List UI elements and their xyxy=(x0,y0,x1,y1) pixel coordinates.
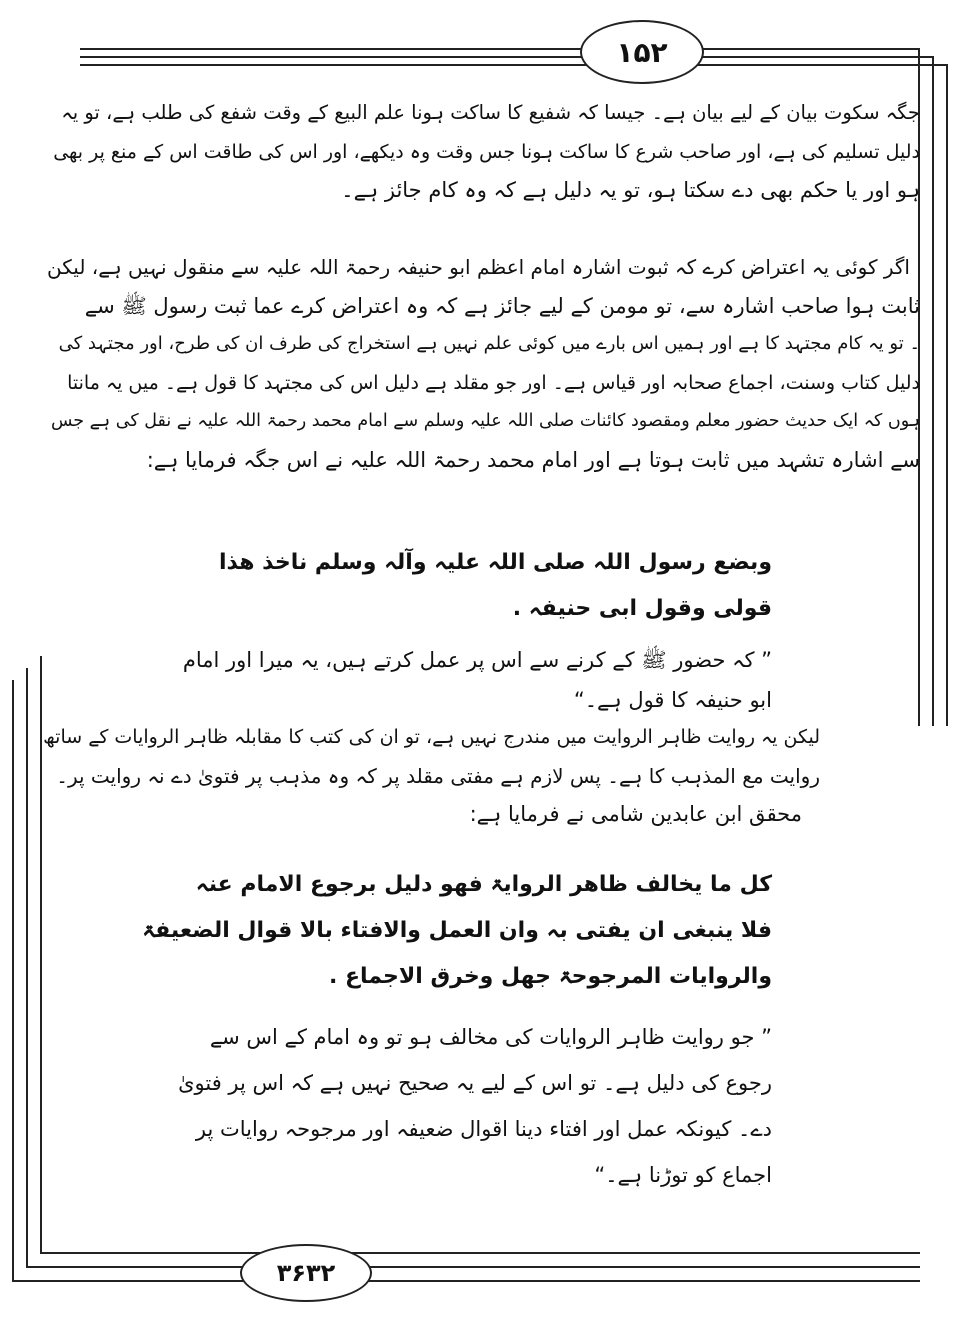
text-line: دلیل تسلیم کی ہے، اور صاحب شرع کا ساکت ہونا جس وقت وہ دیکھے، اور اس کی طاقت اس کے منع پر بھی xyxy=(53,140,920,163)
arabic-quote-2 xyxy=(112,862,772,1000)
frame-bottom-line-1 xyxy=(40,1252,920,1254)
paragraph-3 xyxy=(40,718,820,834)
frame-bottom-line-2 xyxy=(26,1266,920,1268)
frame-top-line-1 xyxy=(80,48,920,50)
text-line: روایت مع المذہب کا ہے۔ پس لازم ہے مفتی مقلد پر کہ وہ مذہب پر فتویٰ دے نہ روایت پر۔ xyxy=(56,763,820,788)
text-line: ۔ تو یہ کام مجتہد کا ہے اور ہمیں اس بارے میں کوئی علم نہیں ہے استخراج کی طرف ان کی طرح، اور مجتہد کی xyxy=(58,333,920,354)
frame-left-line-2 xyxy=(26,668,28,1268)
text-line: سے اشارہ تشہد میں ثابت ہوتا ہے اور امام محمد رحمۃ اللہ علیہ نے اس جگہ فرمایا ہے: xyxy=(146,447,920,472)
text-line: ہوں کہ ایک حدیث حضور معلم ومقصود کائنات صلی اللہ علیہ وسلم سے امام محمد رحمۃ اللہ علیہ نے نقل کی ہے جس xyxy=(50,411,920,431)
paragraph-1 xyxy=(50,94,920,210)
arabic-line: والروایات المرجوحۃ جھل وخرق الاجماع . xyxy=(328,964,772,989)
text-line: ثابت ہوا صاحب اشارہ سے، تو مومن کے لیے جائز ہے کہ وہ اعتراض کرے عما ثبت رسول ﷺ سے xyxy=(84,293,920,318)
frame-right-line-3 xyxy=(946,64,948,726)
text-line: لیکن یہ روایت ظاہر الروایت میں مندرج نہیں ہے، تو ان کی کتب کا مقابلہ ظاہر الروایات کے ساتھ xyxy=(43,726,820,748)
frame-right-line-2 xyxy=(932,56,934,726)
frame-left-line-1 xyxy=(12,680,14,1282)
text-line: ” کہ حضور ﷺ کے کرنے سے اس پر عمل کرتے ہیں، یہ میرا اور امام xyxy=(182,648,772,672)
text-line: دے۔ کیونکہ عمل اور افتاء دینا اقوال ضعیفہ اور مرجوحہ روایات پر xyxy=(195,1117,772,1141)
text-line: رجوع کی دلیل ہے۔ تو اس کے لیے یہ صحیح نہیں ہے کہ اس پر فتویٰ xyxy=(178,1071,772,1095)
page-number-top: ۱۵۲ xyxy=(580,20,704,84)
text-line: دلیل کتاب وسنت، اجماع صحابہ اور قیاس ہے۔ اور جو مقلد ہے دلیل اس کی مجتہد کا قول ہے۔ میں یہ مانتا xyxy=(67,371,920,394)
translation-1 xyxy=(132,640,772,720)
text-line: ابو حنیفہ کا قول ہے۔“ xyxy=(573,688,772,712)
arabic-line: قولی وقول ابی حنیفہ . xyxy=(512,596,772,621)
arabic-line: وبضع رسول اللہ صلی اللہ علیہ وآلہ وسلم ناخذ ھذا xyxy=(219,550,772,575)
text-line: محقق ابن عابدین شامی نے فرمایا ہے: xyxy=(469,802,802,826)
text-line: ” جو روایت ظاہر الروایات کی مخالف ہو تو وہ امام کے اس سے xyxy=(209,1025,772,1049)
text-line: ہو اور یا حکم بھی دے سکتا ہو، تو یہ دلیل ہے کہ وہ کام جائز ہے۔ xyxy=(341,178,920,202)
arabic-line: فلا ینبغی ان یفتی بہ وان العمل والافتاء بالا قوال الضعیفۃ xyxy=(142,918,772,943)
arabic-line: کل ما یخالف ظاھر الروایۃ فھو دلیل برجوع الامام عنہ xyxy=(195,872,772,897)
arabic-quote-1 xyxy=(132,540,772,632)
text-line: اگر کوئی یہ اعتراض کرے کہ ثبوت اشارہ امام اعظم ابو حنیفہ رحمۃ اللہ علیہ سے منقول نہیں ہے، لیکن xyxy=(47,255,910,279)
frame-bottom-line-3 xyxy=(12,1280,920,1282)
text-line: اجماع کو توڑنا ہے۔“ xyxy=(594,1163,772,1187)
page-number-bottom: ۳۶۳۲ xyxy=(240,1244,372,1302)
frame-top-line-2 xyxy=(80,56,934,58)
translation-2 xyxy=(132,1014,772,1198)
paragraph-2 xyxy=(47,248,920,479)
frame-top-line-3 xyxy=(80,64,948,66)
text-line: جگہ سکوت بیان کے لیے بیان ہے۔ جیسا کہ شفیع کا ساکت ہونا علم البیع کے وقت شفع کی طلب ہے، تو یہ xyxy=(61,101,920,124)
